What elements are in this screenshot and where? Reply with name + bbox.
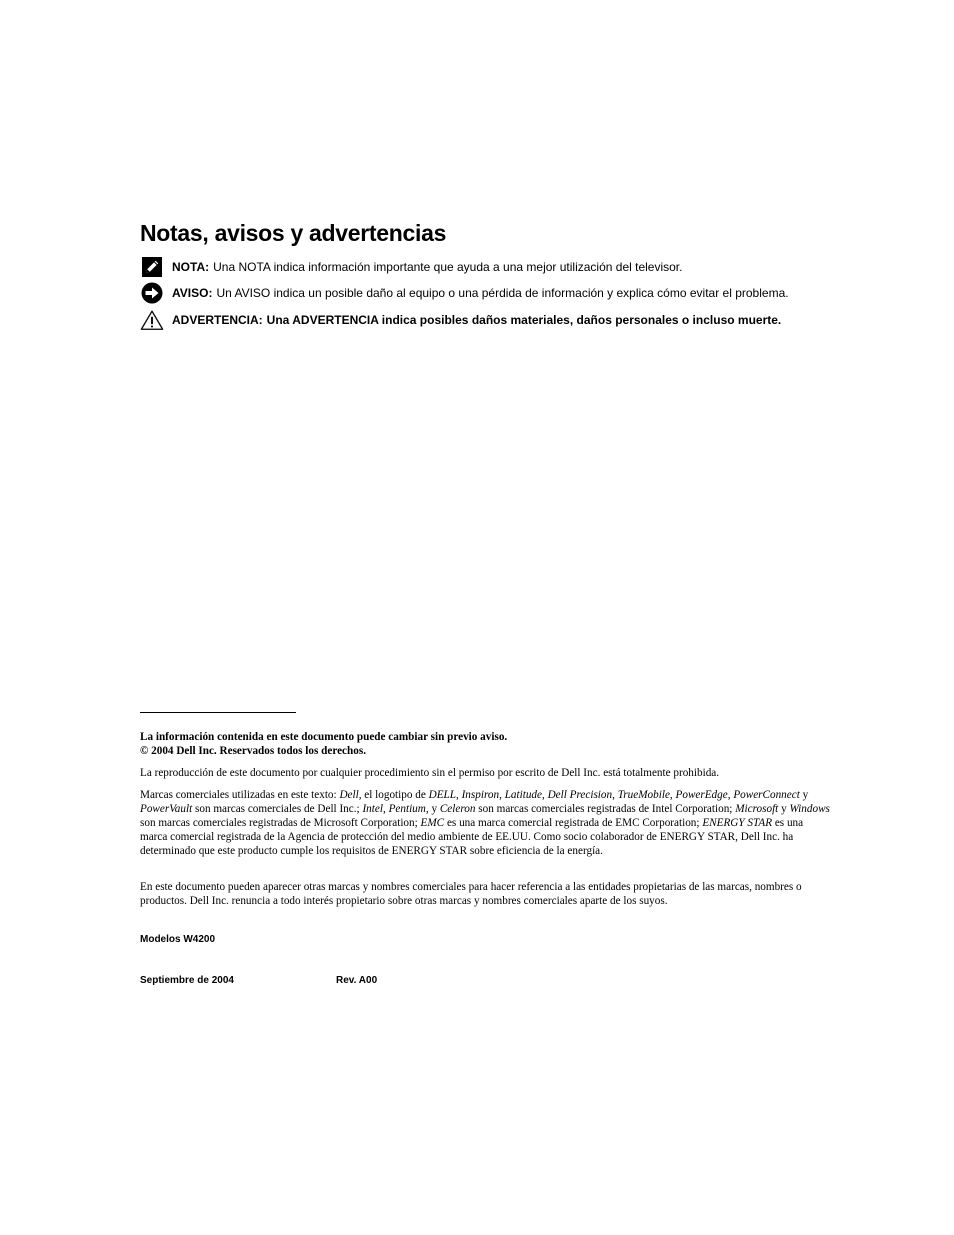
trademark-dell-logo: DELL: [428, 789, 456, 801]
revision-label: Rev. A00: [336, 975, 378, 986]
change-notice-text: La información contenida en este documento puede cambiar sin previo aviso.: [140, 731, 508, 743]
trademarks-text: ,: [612, 789, 618, 801]
trademark-intel: Intel: [362, 803, 383, 815]
copyright-text: © 2004 Dell Inc. Reservados todos los derechos.: [140, 745, 366, 757]
note-label: NOTA:: [172, 260, 210, 274]
trademarks-text: ,: [541, 789, 548, 801]
trademark-pentium: Pentium: [388, 803, 426, 815]
warning-text: Una ADVERTENCIA indica posibles daños materiales, daños personales o incluso muerte.: [266, 313, 782, 327]
trademarks-text: es una marca comercial registrada de la Agencia de protección del medio ambiente de EE.UU. Como socio colaborador de ENERGY STAR, Dell Inc. ha determinado que este producto cumple los requisitos de ENERGY STAR sobre eficiencia de la energía.: [140, 817, 804, 857]
trademark-dell-precision: Dell Precision: [547, 789, 613, 801]
reproduction-notice: La reproducción de este documento por cualquier procedimiento sin el permiso por escrito de Dell Inc. está totalmente prohibida.: [140, 767, 720, 779]
publication-date: Septiembre de 2004: [140, 975, 234, 986]
note-notice: [140, 256, 682, 278]
footnote-divider: [140, 712, 296, 713]
trademarks-text: ,: [382, 803, 389, 815]
arrow-notice-icon: [140, 282, 164, 304]
caution-text: Un AVISO indica un posible daño al equipo o una pérdida de información y explica cómo evitar el problema.: [216, 286, 789, 300]
trademarks-text: son marcas comerciales registradas de Intel Corporation;: [475, 803, 736, 815]
trademark-windows: Windows: [789, 803, 830, 815]
caution-notice: [140, 282, 789, 304]
trademarks-notice: [140, 788, 830, 858]
change-notice: [140, 730, 830, 758]
trademark-inspiron: Inspiron: [461, 789, 500, 801]
models-label: Modelos W4200: [140, 934, 216, 945]
trademark-celeron: Celeron: [439, 803, 476, 815]
trademark-microsoft: Microsoft: [735, 803, 779, 815]
trademarks-text: ,: [499, 789, 505, 801]
trademark-powerconnect: PowerConnect: [733, 789, 800, 801]
warning-triangle-icon: [140, 309, 164, 331]
trademarks-text: Marcas comerciales utilizadas en este texto:: [140, 789, 340, 801]
other-marks-notice: En este documento pueden aparecer otras marcas y nombres comerciales para hacer referencia a las entidades propietarias de las marcas, nombres o productos. Dell Inc. renuncia a todo interés propietario sobre otras marcas y nombres comerciales aparte de los suyos.: [140, 881, 802, 907]
trademark-dell: Dell: [339, 789, 359, 801]
trademarks-text: ,: [727, 789, 734, 801]
warning-label: ADVERTENCIA:: [172, 313, 263, 327]
trademarks-text: y: [778, 803, 790, 815]
caution-label: AVISO:: [172, 286, 213, 300]
trademark-latitude: Latitude: [504, 789, 542, 801]
trademark-powervault: PowerVault: [140, 803, 193, 815]
trademark-energy-star: ENERGY STAR: [702, 817, 773, 829]
trademarks-text: son marcas comerciales registradas de Microsoft Corporation;: [140, 817, 421, 829]
warning-notice: [140, 309, 781, 331]
trademarks-text: , y: [425, 803, 440, 815]
trademarks-text: ,: [669, 789, 676, 801]
trademark-truemobile: TrueMobile: [617, 789, 670, 801]
page-title: Notas, avisos y advertencias: [140, 220, 447, 246]
trademarks-text: ,: [455, 789, 462, 801]
trademark-emc: EMC: [420, 817, 445, 829]
pencil-note-icon: [140, 256, 164, 278]
trademarks-text: y: [799, 789, 809, 801]
trademarks-text: , el logotipo de: [358, 789, 429, 801]
note-text: Una NOTA indica información importante que ayuda a una mejor utilización del televisor.: [213, 260, 683, 274]
trademarks-text: es una marca comercial registrada de EMC Corporation;: [444, 817, 703, 829]
trademarks-text: son marcas comerciales de Dell Inc.;: [192, 803, 363, 815]
trademark-poweredge: PowerEdge: [675, 789, 728, 801]
